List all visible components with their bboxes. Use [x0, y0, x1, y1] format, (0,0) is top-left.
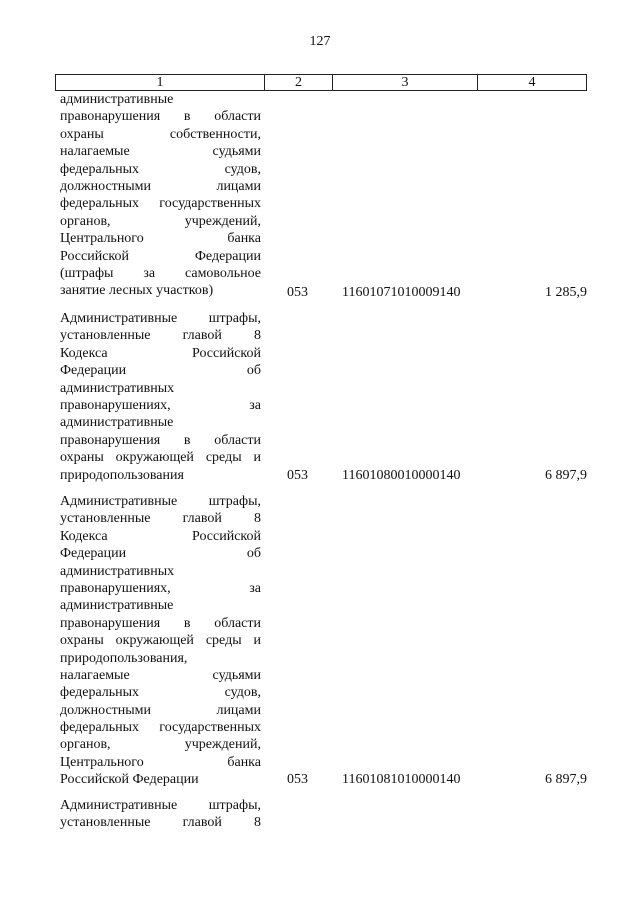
table-header	[55, 74, 587, 91]
description-line: установленные главой 8	[60, 815, 261, 831]
row-amount: 6 897,9	[545, 468, 587, 483]
description-line: Центрального банка	[60, 231, 261, 247]
description-line: Административные штрафы,	[60, 311, 261, 326]
row-budget-code: 11601081010000140	[342, 772, 461, 787]
description-line: Кодекса Российской	[60, 345, 261, 361]
row-description	[60, 797, 261, 832]
description-line: административные	[60, 415, 174, 431]
description-line: федеральных государственных	[60, 720, 261, 736]
row-amount: 6 897,9	[545, 772, 587, 787]
description-line: административных	[60, 380, 175, 396]
description-line: административные	[60, 92, 174, 107]
description-line: природопользования,	[60, 650, 188, 666]
row-budget-code: 11601080010000140	[342, 468, 461, 483]
header-col-4: 4	[528, 75, 536, 90]
description-line: федеральных судов,	[60, 685, 261, 701]
description-line: охраны окружающей среды и	[60, 633, 261, 649]
header-col-3: 3	[333, 75, 478, 90]
description-line: налагаемые судьями	[60, 144, 261, 160]
description-line: Административные штрафы,	[60, 494, 261, 509]
description-line: должностными лицами	[60, 702, 261, 718]
description-line: административные	[60, 598, 174, 614]
description-line: Центрального банка	[60, 754, 261, 770]
description-line: (штрафы за самовольное	[60, 265, 261, 281]
row-admin-code: 053	[287, 285, 308, 300]
row-admin-code: 053	[287, 468, 308, 483]
description-line: Российской Федерации	[60, 772, 199, 788]
description-line: административных	[60, 563, 175, 579]
description-line: органов, учреждений,	[60, 737, 261, 753]
description-line: федеральных судов,	[60, 161, 261, 177]
description-line: установленные главой 8	[60, 511, 261, 527]
header-col-2: 2	[265, 75, 333, 90]
description-line: Административные штрафы,	[60, 798, 261, 813]
description-line: правонарушениях, за	[60, 580, 261, 596]
row-budget-code: 11601071010009140	[342, 285, 461, 300]
page-number: 127	[309, 34, 331, 49]
description-line: правонарушения в области	[60, 109, 261, 125]
description-line: охраны окружающей среды и	[60, 450, 261, 466]
description-line: Федерации об	[60, 363, 261, 379]
row-description	[60, 493, 261, 789]
row-description	[60, 91, 261, 300]
description-line: Российской Федерации	[60, 248, 261, 264]
description-line: Федерации об	[60, 546, 261, 562]
description-line: налагаемые судьями	[60, 667, 261, 683]
description-line: должностными лицами	[60, 178, 261, 194]
header-col-1: 1	[56, 75, 265, 90]
description-line: природопользования	[60, 467, 184, 483]
description-line: правонарушения в области	[60, 615, 261, 631]
description-line: правонарушениях, за	[60, 397, 261, 413]
description-line: правонарушения в области	[60, 432, 261, 448]
row-admin-code: 053	[287, 772, 308, 787]
description-line: охраны собственности,	[60, 126, 261, 142]
description-line: установленные главой 8	[60, 328, 261, 344]
row-amount: 1 285,9	[545, 285, 587, 300]
row-description	[60, 310, 261, 484]
description-line: Кодекса Российской	[60, 528, 261, 544]
description-line: органов, учреждений,	[60, 213, 261, 229]
description-line: занятие лесных участков)	[60, 283, 214, 299]
description-line: федеральных государственных	[60, 196, 261, 212]
